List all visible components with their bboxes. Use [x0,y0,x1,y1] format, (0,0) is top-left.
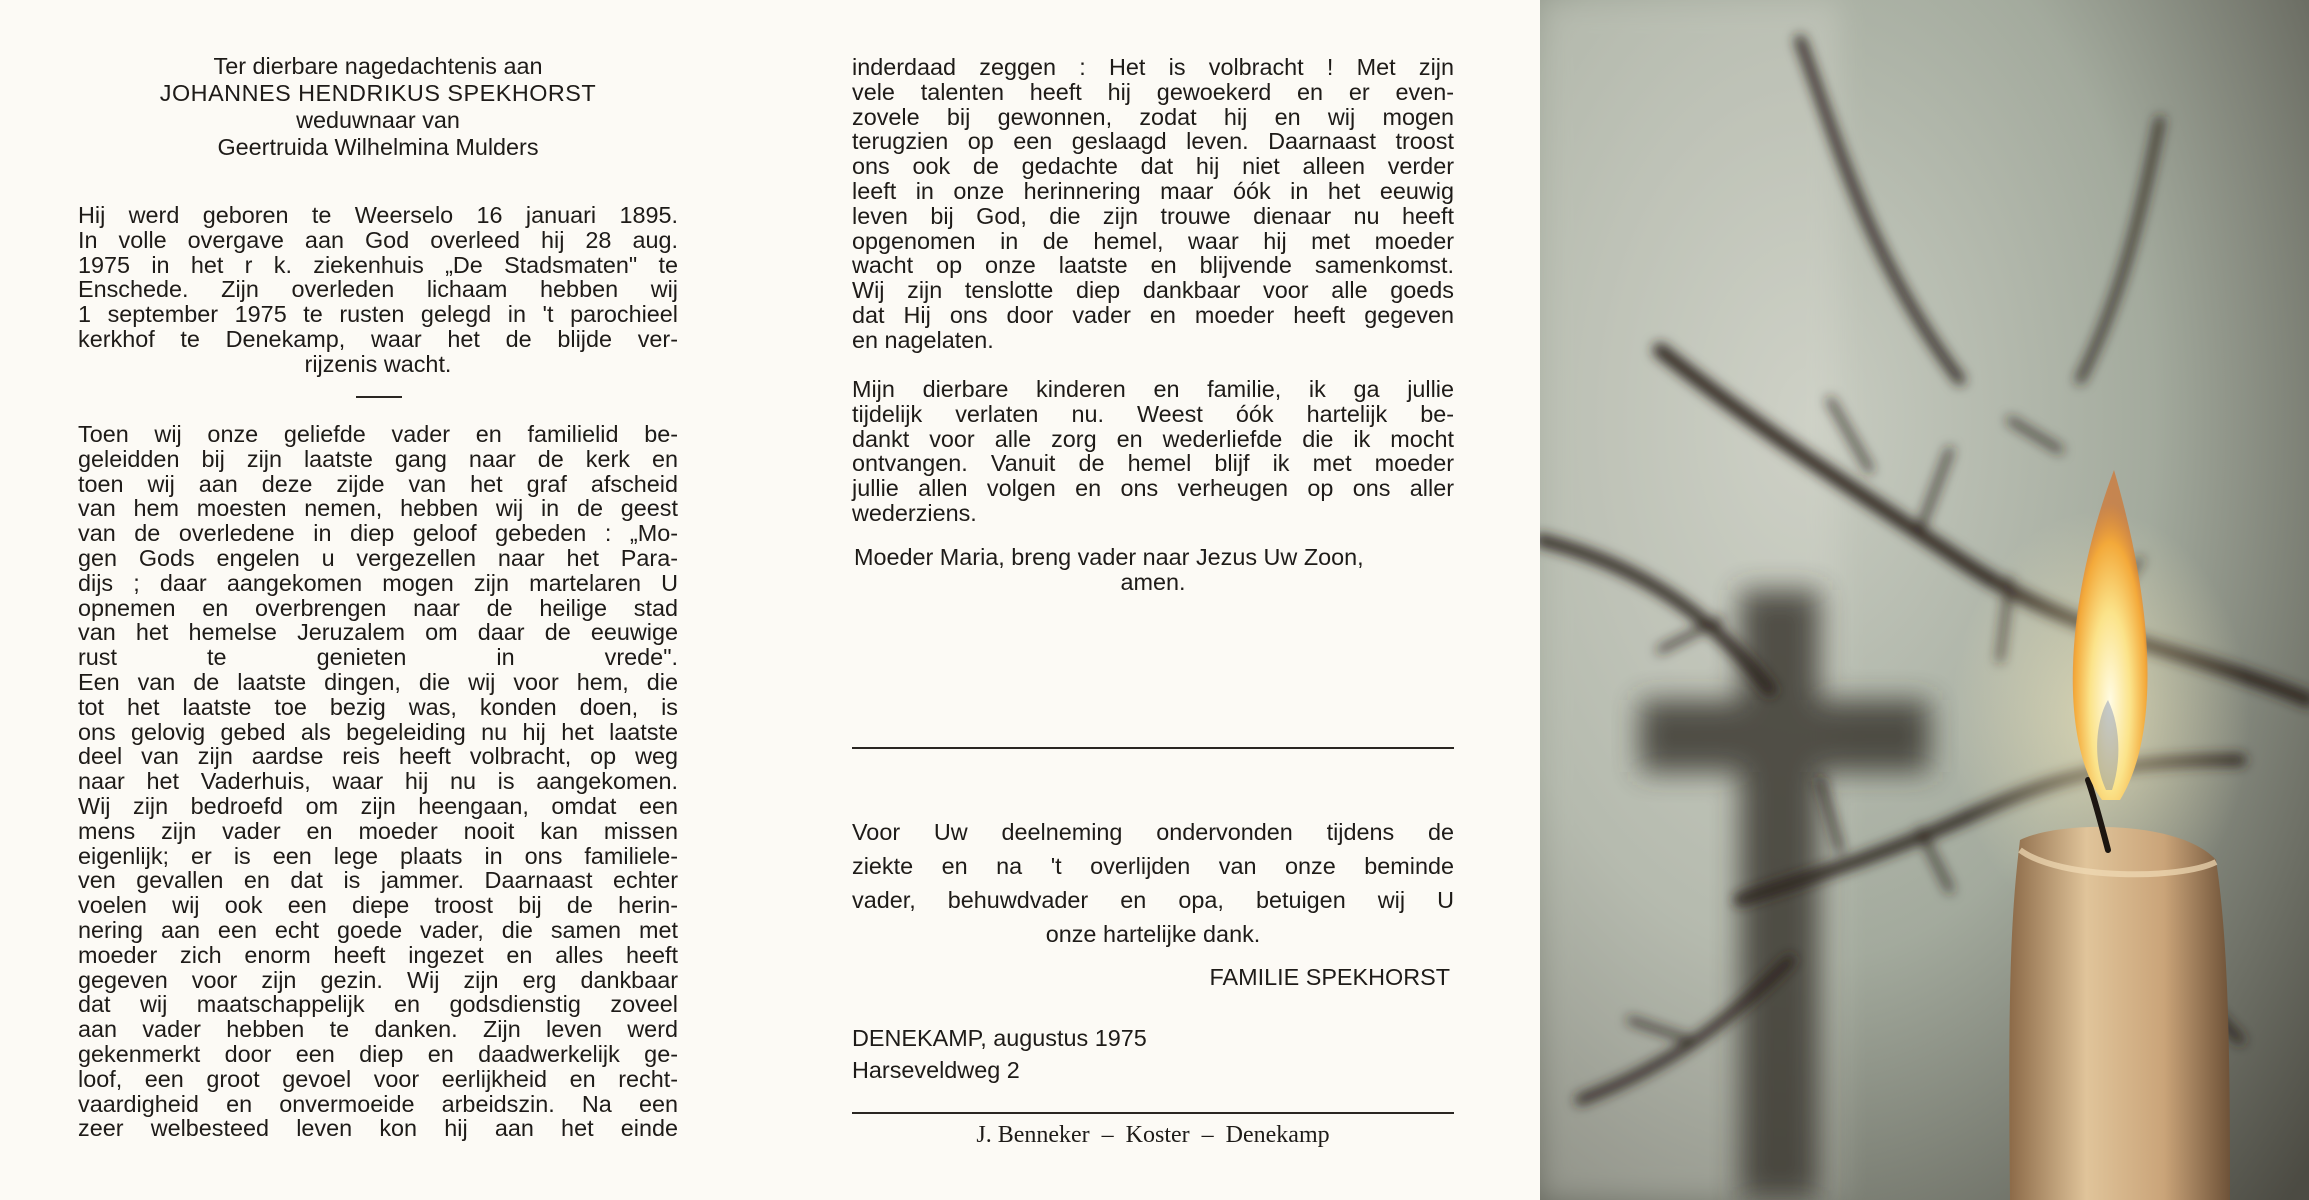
memorial-line: van de overledene in diep geloof gebeden : „Mo- [78,520,678,547]
prayer-line-1: Moeder Maria, breng vader naar Jezus Uw Zoon, [854,544,1364,570]
farewell-line: tijdelijk verlaten nu. Weest óók hartelijk be- [852,400,1454,427]
memorial-line: Wij zijn bedroefd om zijn heengaan, omdat een [78,792,678,819]
biography-line: 1975 in het r k. ziekenhuis „De Stadsmaten" te [78,251,678,278]
farewell-line: Mijn dierbare kinderen en familie, ik ga jullie [852,376,1454,402]
memorial-line: van het hemelse Jeruzalem om daar de eeuwige [78,619,678,646]
biography-line: Enschede. Zijn overleden lichaam hebben wij [78,276,678,303]
continuation-line: leeft in onze herinnering maar óók in het eeuwig [852,177,1454,204]
continuation-text [852,55,1454,353]
left-page [0,0,780,1200]
memorial-line: nering aan een echt goede vader, die samen met [78,916,678,943]
address-line: Harseveldweg 2 [852,1057,1020,1083]
prayer [852,545,1454,595]
memorial-line: mens zijn vader en moeder nooit kan missen [78,817,678,844]
thanks-last-line: onze hartelijke dank. [1045,921,1261,947]
continuation-line: leven bij God, die zijn trouwe dienaar nu heeft [852,202,1454,229]
memorial-line: vaardigheid en onvermoeide arbeidszin. Na een [78,1090,678,1117]
intro-line: Ter dierbare nagedachtenis aan [213,53,543,79]
divider-line [852,747,1454,749]
memorial-line: naar het Vaderhuis, waar hij nu is aangekomen. [78,768,678,795]
continuation-line: opgenomen in de hemel, waar hij met moeder [852,227,1454,254]
place-date-line: DENEKAMP, augustus 1975 [852,1025,1147,1051]
memorial-line: loof, een groot gevoel voor eerlijkheid en recht- [78,1065,678,1092]
memorial-line: ven gevallen en dat is jammer. Daarnaast echter [78,867,678,894]
biography-line: Hij werd geboren te Weerselo 16 januari 1895. [78,202,678,228]
short-divider [356,396,402,398]
memorial-line: gegeven voor zijn gezin. Wij zijn erg dankbaar [78,966,678,993]
biography-line: In volle overgave aan God overleed hij 28 aug. [78,226,678,253]
thanks-text [852,815,1454,951]
biography-line: 1 september 1975 te rusten gelegd in 't parochieel [78,301,678,328]
continuation-line: terugzien op een geslaagd leven. Daarnaast troost [852,128,1454,155]
thanks-line: Voor Uw deelneming ondervonden tijdens de [852,819,1454,845]
deceased-name: JOHANNES HENDRIKUS SPEKHORST [159,80,597,106]
memorial-line: aan vader hebben te danken. Zijn leven werd [78,1016,678,1043]
continuation-last-line: en nagelaten. [852,326,994,353]
candle-body [2009,827,2230,1200]
thanks-lines [852,815,1454,917]
continuation-line: inderdaad zeggen : Het is volbracht ! Met zijn [852,54,1454,80]
thanks-line: ziekte en na 't overlijden van onze beminde [852,853,1454,879]
continuation-line: zovele bij gewonnen, zodat hij en wij mogen [852,103,1454,130]
farewell-line: dankt voor alle zorg en wederliefde die ik mocht [852,425,1454,452]
farewell-lines [852,377,1454,501]
farewell-line: jullie allen volgen en ons verheugen op ons aller [852,475,1454,502]
continuation-line: wacht op onze laatste en blijvende samenkomst. [852,252,1454,279]
memorial-line: deel van zijn aardse reis heeft volbracht, op weg [78,743,678,770]
continuation-lines [852,55,1454,328]
memorial-line: zeer welbesteed leven kon hij aan het einde [78,1115,678,1142]
biography-lines [78,203,678,352]
memorial-line: tot het laatste toe bezig was, konden doen, is [78,693,678,720]
biography [78,203,678,377]
memorial-line: voelen wij ook een diepe troost bij de herin- [78,892,678,919]
memorial-line: geleidden bij zijn laatste gang naar de kerk en [78,445,678,472]
memorial-line: opnemen en overbrengen naar de heilige stad [78,594,678,621]
memorial-line: eigenlijk; er is een lege plaats in ons familiele- [78,842,678,869]
farewell-line: ontvangen. Vanuit de hemel blijf ik met moeder [852,450,1454,477]
memorial-text [78,422,678,1141]
spouse-name: Geertruida Wilhelmina Mulders [217,134,539,160]
memorial-line: gen Gods engelen u vergezellen naar het Para- [78,544,678,571]
biography-last-line: rijzenis wacht. [304,350,452,377]
candle-image [1540,0,2309,1200]
memorial-line: toen wij aan deze zijde van het graf afscheid [78,470,678,497]
biography-line: kerkhof te Denekamp, waar het de blijde ver- [78,325,678,352]
memorial-line: rust te genieten in vrede". [78,644,678,671]
memorial-line: dat wij maatschappelijk en godsdienstig zoveel [78,991,678,1018]
place-date [852,1022,1454,1086]
bottom-divider [852,1112,1454,1114]
candle-photo [1540,0,2309,1200]
farewell-last-line: wederziens. [852,499,977,526]
continuation-line: ons ook de gedachte dat hij niet alleen verder [852,153,1454,180]
printer-credit: J. Benneker – Koster – Denekamp [976,1122,1330,1148]
continuation-line: vele talenten heeft hij gewoekerd en er even- [852,78,1454,105]
continuation-line: Wij zijn tenslotte diep dankbaar voor alle goeds [852,277,1454,304]
memorial-line: moeder zich enorm heeft ingezet en alles heeft [78,941,678,968]
family-signature: FAMILIE SPEKHORST [1209,964,1450,990]
prayer-line-2: amen. [1120,568,1186,595]
relation-line: weduwnaar van [296,107,460,133]
memorial-lines [78,422,678,1141]
memorial-header [78,53,678,161]
continuation-line: dat Hij ons door vader en moeder heeft gegeven [852,301,1454,328]
memorial-line: gekenmerkt door een diep en daadwerkelijk ge- [78,1040,678,1067]
thanks-line: vader, behuwdvader en opa, betuigen wij U [852,887,1454,913]
memorial-line: Een van de laatste dingen, die wij voor hem, die [78,668,678,695]
memorial-line: Toen wij onze geliefde vader en familielid be- [78,421,678,447]
memorial-line: ons gelovig gebed als begeleiding nu hij het laatste [78,718,678,745]
memorial-line: dijs ; daar aangekomen mogen zijn martelaren U [78,569,678,596]
memorial-line: van hem moesten nemen, hebben wij in de geest [78,495,678,522]
farewell-text [852,377,1454,526]
